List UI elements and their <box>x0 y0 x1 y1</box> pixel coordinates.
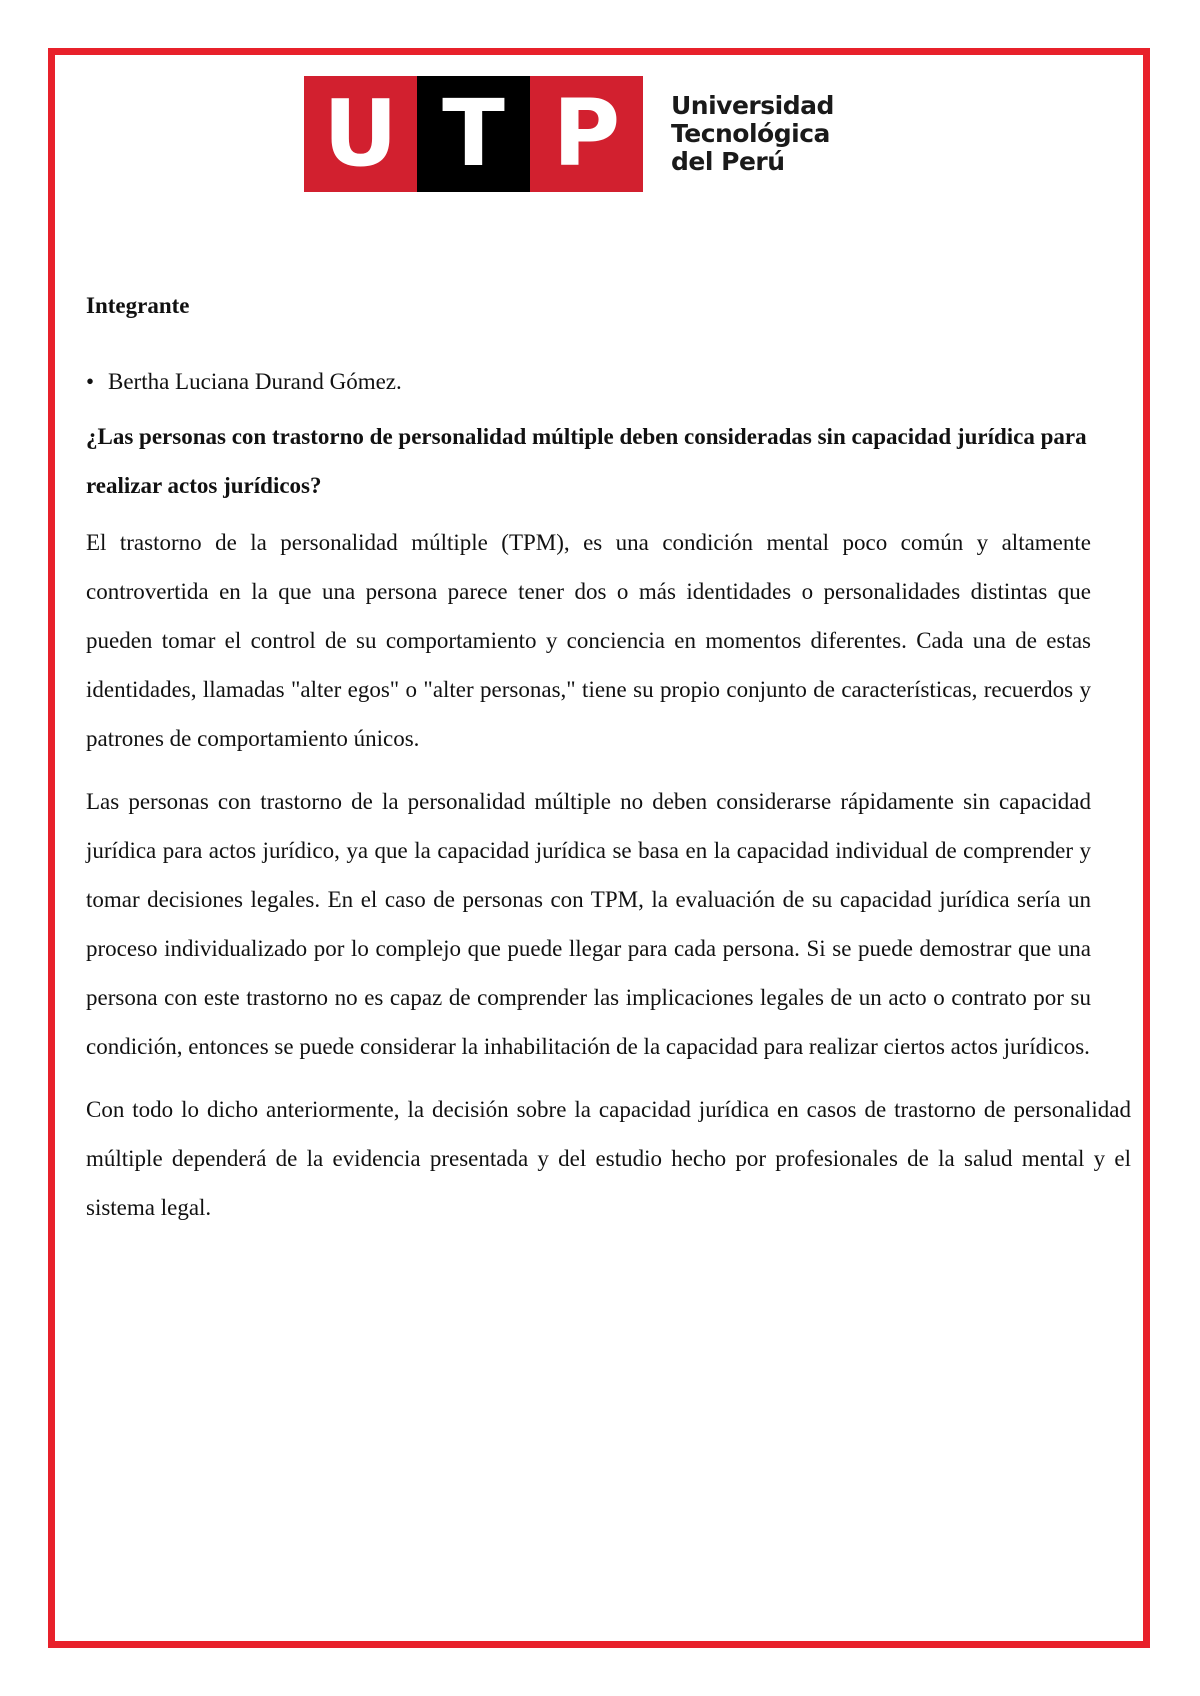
logo-letter-p: P <box>530 76 643 192</box>
paragraph-1: El trastorno de la personalidad múltiple (TPM), es una condición mental poco común y altamente controvertida en la que una persona parece tener dos o más identidades o personalidades distintas que pueden tomar el control de su comportamiento y conciencia en momentos diferentes. Cada una de estas identidades, llamadas "alter egos" o "alter personas," tiene su propio conjunto de características, recuerdos y patrones de comportamiento únicos. <box>86 530 1091 751</box>
logo-name-line: Universidad <box>671 91 834 120</box>
logo-university-name <box>671 76 834 192</box>
document-body <box>86 282 1131 1246</box>
logo-letter-u: U <box>304 76 417 192</box>
logo-name-line: Tecnológica <box>671 119 830 148</box>
question-heading: ¿Las personas con trastorno de personalidad múltiple deben consideradas sin capacidad jurídica para realizar actos jurídicos? <box>86 424 1087 498</box>
paragraph-3: Con todo lo dicho anteriormente, la decisión sobre la capacidad jurídica en casos de trastorno de personalidad múltiple dependerá de la evidencia presentada y del estudio hecho por profesionales de la salud mental y el sistema legal. <box>86 1097 1131 1220</box>
member-name: Bertha Luciana Durand Gómez. <box>108 369 402 394</box>
logo-name-line: del Perú <box>671 147 785 176</box>
logo-letter-t: T <box>417 76 530 192</box>
member-list-item <box>86 358 1131 406</box>
utp-logo <box>304 76 834 192</box>
paragraph-2: Las personas con trastorno de la personalidad múltiple no deben considerarse rápidamente sin capacidad jurídica para actos jurídico, ya que la capacidad jurídica se basa en la capacidad individual de comprender y tomar decisiones legales. En el caso de personas con TPM, la evaluación de su capacidad jurídica sería un proceso individualizado por lo complejo que puede llegar para cada persona. Si se puede demostrar que una persona con este trastorno no es capaz de comprender las implicaciones legales de un acto o contrato por su condición, entonces se puede considerar la inhabilitación de la capacidad para realizar ciertos actos jurídicos. <box>86 789 1091 1059</box>
bullet-icon: • <box>86 369 95 394</box>
members-heading: Integrante <box>86 293 190 318</box>
